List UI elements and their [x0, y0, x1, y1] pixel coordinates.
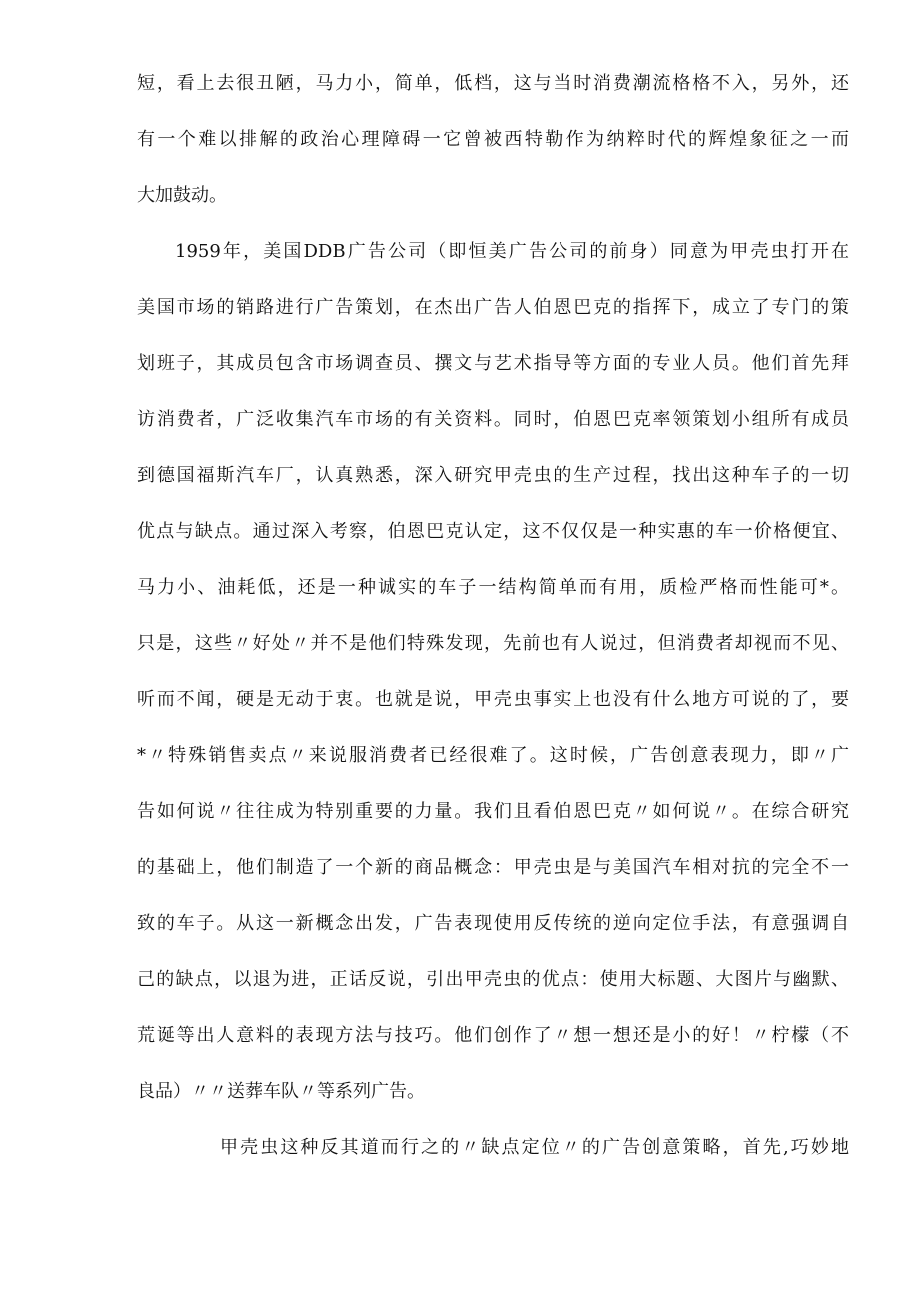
paragraph-2-line-6: 优点与缺点。通过深入考察，伯恩巴克认定，这不仅仅是一种实惠的车一价格便宜、 [137, 521, 849, 542]
paragraph-1-line-1: 短，看上去很丑陋，马力小，简单，低档，这与当时消费潮流格格不入，另外，还 [137, 73, 849, 94]
paragraph-2-line-16: 良品）〃〃送葬车队〃等系列广告。 [137, 1081, 425, 1102]
paragraph-2-line-8: 只是，这些〃好处〃并不是他们特殊发现，先前也有人说过，但消费者却视而不见、 [137, 633, 849, 654]
paragraph-2-line-14: 己的缺点，以退为进，正话反说，引出甲壳虫的优点：使用大标题、大图片与幽默、 [137, 969, 849, 990]
paragraph-2-line-13: 致的车子。从这一新概念出发，广告表现使用反传统的逆向定位手法，有意强调自 [137, 913, 849, 934]
paragraph-3-line-1: 甲壳虫这种反其道而行之的〃缺点定位〃的广告创意策略，首先,巧妙地 [220, 1137, 849, 1158]
paragraph-2-line-12: 的基础上，他们制造了一个新的商品概念：甲壳虫是与美国汽车相对抗的完全不一 [137, 857, 849, 878]
paragraph-2-line-9: 听而不闻，硬是无动于衷。也就是说，甲壳虫事实上也没有什么地方可说的了，要 [137, 689, 849, 710]
paragraph-2-line-4: 访消费者，广泛收集汽车市场的有关资料。同时，伯恩巴克率领策划小组所有成员 [137, 409, 849, 430]
paragraph-2-line-2: 美国市场的销路进行广告策划，在杰出广告人伯恩巴克的指挥下，成立了专门的策 [137, 297, 849, 318]
paragraph-2-line-1: 1959年，美国DDB广告公司（即恒美广告公司的前身）同意为甲壳虫打开在 [175, 241, 849, 262]
paragraph-2-line-7: 马力小、油耗低，还是一种诚实的车子一结构简单而有用，质检严格而性能可*。 [137, 577, 849, 598]
paragraph-2-line-11: 告如何说〃往往成为特别重要的力量。我们且看伯恩巴克〃如何说〃。在综合研究 [137, 801, 849, 822]
paragraph-2-line-10: *〃特殊销售卖点〃来说服消费者已经很难了。这时候，广告创意表现力，即〃广 [137, 745, 849, 766]
paragraph-2-line-15: 荒诞等出人意料的表现方法与技巧。他们创作了〃想一想还是小的好！〃柠檬（不 [137, 1025, 849, 1046]
paragraph-2-line-3: 划班子，其成员包含市场调查员、撰文与艺术指导等方面的专业人员。他们首先拜 [137, 353, 849, 374]
paragraph-1-line-2: 有一个难以排解的政治心理障碍一它曾被西特勒作为纳粹时代的辉煌象征之一而 [137, 129, 849, 150]
paragraph-2-line-5: 到德国福斯汽车厂，认真熟悉，深入研究甲壳虫的生产过程，找出这种车子的一切 [137, 465, 849, 486]
paragraph-1-line-3: 大加鼓动。 [137, 185, 227, 206]
